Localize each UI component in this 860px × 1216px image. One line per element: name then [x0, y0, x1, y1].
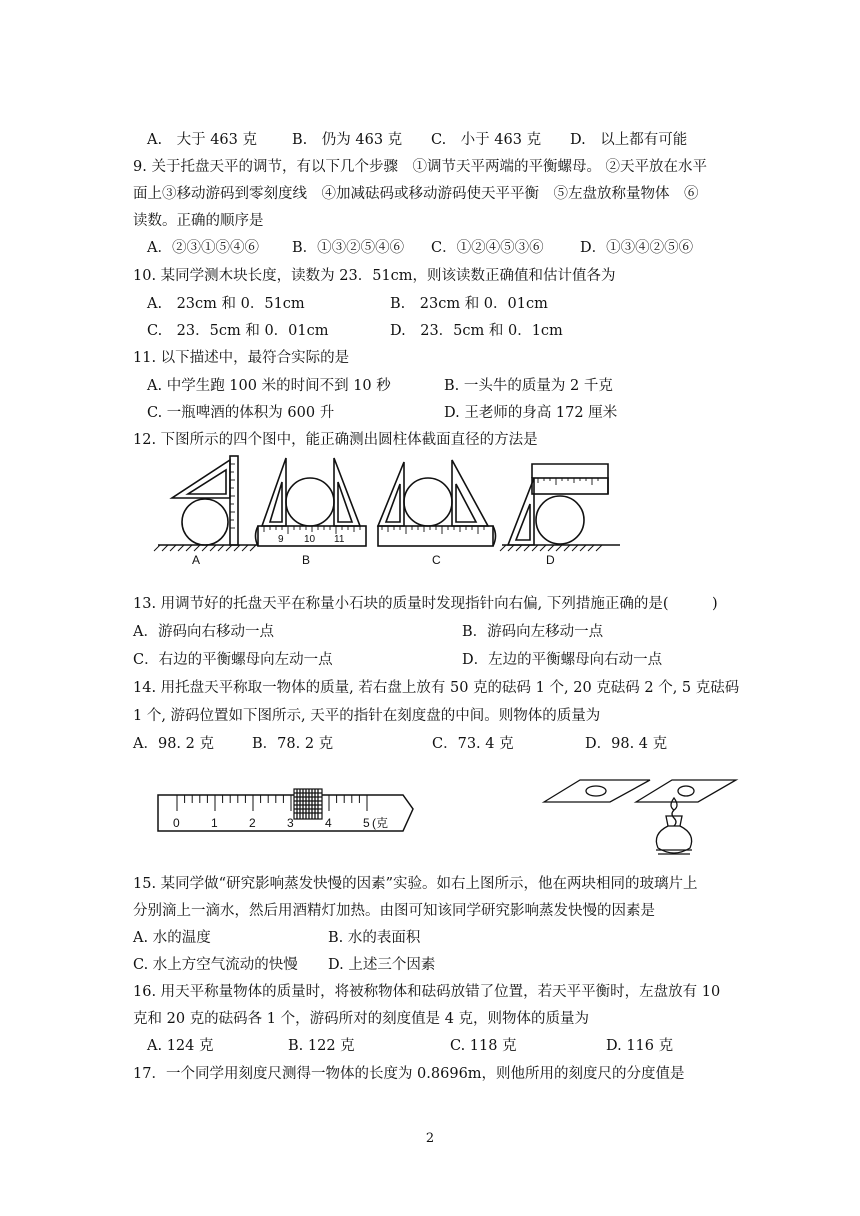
q9-option-a: A．②③①⑤④⑥ — [147, 240, 259, 256]
q16-stem-line2: 克和 20 克的砝码各 1 个，游码所对的刻度值是 4 克，则物体的质量为 — [133, 1011, 590, 1027]
q11-stem: 11. 以下描述中，最符合实际的是 — [133, 350, 350, 366]
q15-stem-line2: 分别滴上一滴水，然后用酒精灯加热。由图可知该同学研究影响蒸发快慢的因素是 — [133, 903, 655, 919]
ruler-tick-4: 4 — [325, 816, 332, 830]
q16-option-a: A. 124 克 — [147, 1038, 214, 1054]
q12-tick-9: 9 — [278, 534, 284, 545]
q14-option-c: C．73. 4 克 — [432, 736, 514, 752]
q15-stem-line1: 15. 某同学做“研究影响蒸发快慢的因素”实验。如右上图所示，他在两块相同的玻璃片上 — [133, 876, 698, 892]
q8-option-c: C. 小于 463 克 — [431, 132, 542, 148]
q11-option-a: A. 中学生跑 100 米的时间不到 10 秒 — [147, 378, 391, 394]
q9-stem-line1: 9. 关于托盘天平的调节，有以下几个步骤 ①调节天平两端的平衡螺母。 ②天平放在水平 — [133, 159, 708, 175]
q9-option-b: B．①③②⑤④⑥ — [292, 240, 405, 256]
q12-tick-11: 11 — [334, 534, 345, 545]
ruler-unit: (克 — [372, 816, 388, 830]
q9-option-d: D．①③④②⑤⑥ — [580, 240, 694, 256]
q9-stem-line2: 面上③移动游码到零刻度线 ④加减砝码或移动游码使天平平衡 ⑤左盘放称量物体 ⑥ — [133, 186, 699, 202]
q13-option-b: B．游码向左移动一点 — [462, 624, 604, 640]
q14-option-d: D．98. 4 克 — [585, 736, 668, 752]
ruler-tick-3: 3 — [287, 816, 294, 830]
q15-option-a: A. 水的温度 — [133, 930, 211, 946]
q13-option-a: A．游码向右移动一点 — [133, 624, 274, 640]
q10-option-a: A. 23cm 和 0．51cm — [147, 296, 305, 312]
q16-option-b: B. 122 克 — [288, 1038, 355, 1054]
q12-tick-10: 10 — [304, 534, 316, 545]
q12-label-c: C — [432, 553, 441, 567]
q12-figure — [150, 450, 630, 570]
q14-stem-line2: 1 个, 游码位置如下图所示, 天平的指针在刻度盘的中间。则物体的质量为 — [133, 708, 601, 724]
q12-stem: 12. 下图所示的四个图中，能正确测出圆柱体截面直径的方法是 — [133, 432, 538, 448]
q8-option-a: A. 大于 463 克 — [147, 132, 257, 148]
rider-weight — [294, 789, 322, 819]
q10-option-c: C. 23．5cm 和 0．01cm — [147, 323, 329, 339]
q15-option-d: D. 上述三个因素 — [328, 957, 436, 973]
q13-option-d: D．左边的平衡螺母向右动一点 — [462, 652, 663, 668]
q12-label-a: A — [192, 553, 201, 567]
q11-option-b: B. 一头牛的质量为 2 千克 — [444, 378, 613, 394]
q15-option-c: C. 水上方空气流动的快慢 — [133, 957, 298, 973]
q9-option-c: C．①②④⑤③⑥ — [431, 240, 544, 256]
q12-label-d: D — [546, 553, 555, 567]
q14-option-a: A．98. 2 克 — [133, 736, 214, 752]
ruler-tick-1: 1 — [211, 816, 218, 830]
q14-rider-scale-figure — [155, 785, 425, 837]
q8-option-d: D. 以上都有可能 — [570, 132, 688, 148]
ruler-tick-2: 2 — [249, 816, 256, 830]
q17-stem: 17．一个同学用刻度尺测得一物体的长度为 0.8696m，则他所用的刻度尺的分度值是 — [133, 1066, 685, 1082]
q16-option-d: D. 116 克 — [606, 1038, 674, 1054]
q8-option-b: B. 仍为 463 克 — [292, 132, 403, 148]
q9-stem-line3: 读数。正确的顺序是 — [133, 213, 264, 229]
q12-label-b: B — [302, 553, 311, 567]
q10-stem: 10. 某同学测木块长度，读数为 23．51cm，则该读数正确值和估计值各为 — [133, 268, 616, 284]
q15-evaporation-figure — [540, 772, 740, 864]
q13-option-c: C．右边的平衡螺母向左动一点 — [133, 652, 333, 668]
q13-stem: 13. 用调节好的托盘天平在称量小石块的质量时发现指针向右偏, 下列措施正确的是( ) — [133, 596, 718, 612]
q16-stem-line1: 16. 用天平称量物体的质量时，将被称物体和砝码放错了位置，若天平平衡时，左盘放有 10 — [133, 984, 721, 1000]
ruler-tick-5: 5 — [363, 816, 370, 830]
ruler-tick-0: 0 — [173, 816, 180, 830]
q14-stem-line1: 14. 用托盘天平称取一物体的质量, 若右盘上放有 50 克的砝码 1 个, 20 克砝码 2 个, 5 克砝码 — [133, 680, 740, 696]
q11-option-d: D. 王老师的身高 172 厘米 — [444, 405, 618, 421]
page-number: 2 — [425, 1131, 435, 1146]
q15-option-b: B. 水的表面积 — [328, 930, 421, 946]
q14-option-b: B．78. 2 克 — [252, 736, 334, 752]
q10-option-d: D. 23．5cm 和 0．1cm — [390, 323, 563, 339]
q10-option-b: B. 23cm 和 0．01cm — [390, 296, 548, 312]
q11-option-c: C. 一瓶啤酒的体积为 600 升 — [147, 405, 335, 421]
q16-option-c: C. 118 克 — [450, 1038, 517, 1054]
